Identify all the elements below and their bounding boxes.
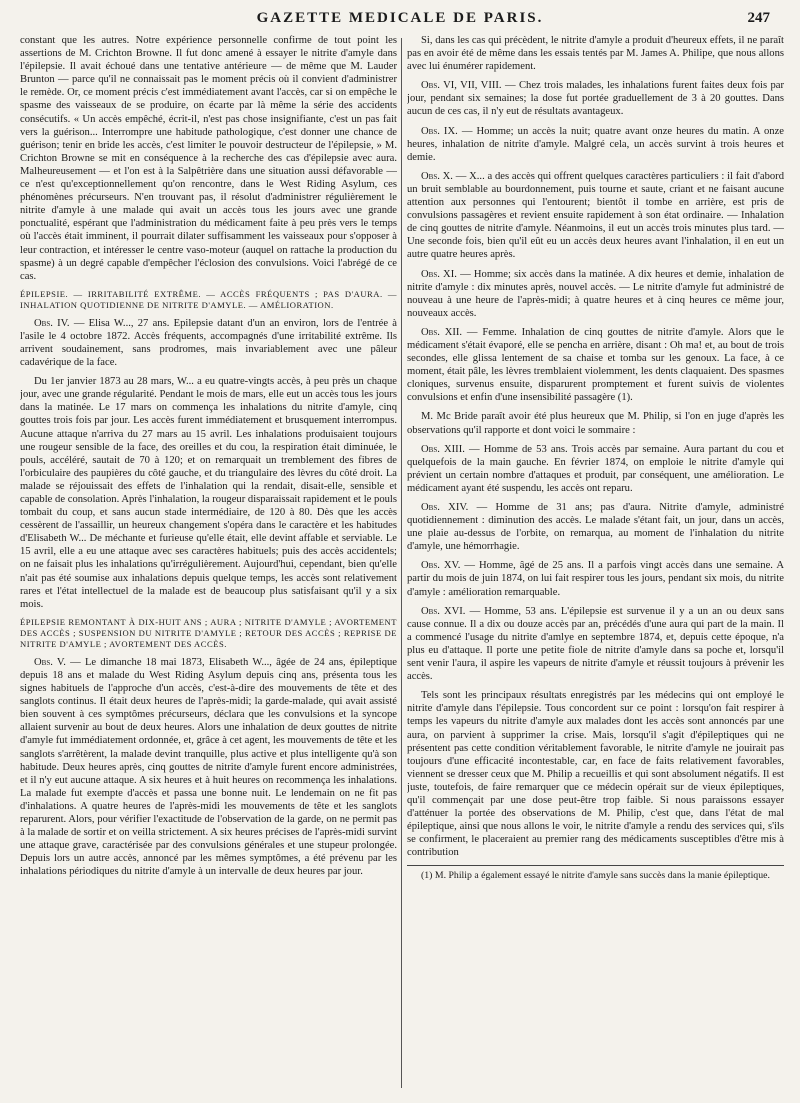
- observation-label: Obs. X.: [421, 170, 453, 182]
- observation-text: — Le dimanche 18 mai 1873, Elisabeth W..., âgée de 24 ans, épileptique depuis 18 ans et malade du West Riding Asylum depuis cinq ans, présenta tous les signes habituels de l'approche d'un accès, c'est-à-dire des mouvements de tête et des sanglots continus. Il était deux heures de l'après-midi; la garde-malade, qui avait assisté bien souvent à ces symptômes précurseurs, déclara que les convulsions et la syncope allaient survenir au bout de deux heures. Alors une inhalation de deux gouttes de nitrite d'amyle fut immédiatement ordonnée, et, grâce à cet agent, les mouvements de tête et les sanglots s'arrêtèrent, la malade devint tranquille, plus active et plus intelligente qu'à son habitude. Deux heures après, cinq gouttes de nitrite d'amyle furent encore administrées, et il n'y eut aucune attaque. A six heures et à huit heures on recommença les inhalations. La malade fut exempte d'accès et passa une bonne nuit. Le lendemain on ne fit pas d'inhalations. A quatre heures de l'après-midi les mouvements de tête et les sanglots reparurent. Alors, pour vérifier l'exactitude de l'observation de la garde, on ne permit pas à la malade de sortir et on veilla strictement. A six heures précises de l'après-midi survint une attaque grave, caractérisée par des convulsions générales et une stupeur prolongée. Depuis lors un autre accès, annoncé par les mêmes symptômes, a été prévenu par les inhalations périodiques du nitrite d'amyle à un intervalle de deux heures par jour.: [20, 656, 397, 878]
- observation-label: Obs. XII.: [421, 326, 463, 338]
- observation: [20, 656, 397, 879]
- observation: [20, 317, 397, 369]
- observation-label: Obs. IV.: [34, 317, 70, 329]
- footnote: (1) M. Philip a également essayé le nitrite d'amyle sans succès dans la manie épileptique.: [421, 870, 770, 882]
- observation: [407, 501, 784, 553]
- page-header: [0, 0, 800, 32]
- observation-label: Obs. XIII.: [421, 443, 465, 455]
- observation-label: Obs. XIV.: [421, 502, 469, 513]
- observation: [407, 170, 784, 262]
- observation-text: — Femme. Inhalation de cinq gouttes de nitrite d'amyle. Alors que le médicament s'était évaporé, elle se pencha en arrière, disant : Oh ma! et, au bout de trois secondes, elle glissa lentement de sa chaise et tomba sur les genoux. La face, à ce moment, était pâle, les lèvres tremblaient violemment, les dents claquaient. Des spasmes cloniques, survenus ensuite, disparurent promptement et furent suivis de violentes convulsions et enfin d'une insensibilité passagère (1).: [407, 326, 784, 404]
- paragraph: Du 1er janvier 1873 au 28 mars, W... a eu quatre-vingts accès, à peu près un chaque jour, avec une grande régularité. Pendant le mois de mars, elle eut un accès tous les jours dans la matinée. Le 17 mars on commença les inhalations du nitrite d'amyle, cinq gouttes trois fois par jour. Les accès furent immédiatement et brusquement interrompus. Aucune attaque n'arriva du 27 mars au 15 avril. Les inhalations produisaient toujours une rougeur sensible de la face, des oreilles et du cou, la respiration était diminuée, le pouls, accéléré, sautait de 70 à 120; et on remarquait un tremblement des fibres de l'orbiculaire des paupières du côté gauche, et du triangulaire des lèvres du côté droit. La malade se réjouissait des effets de l'inhalation qui la rendait, disait-elle, sensible et capable de consolation. Après l'inhalation, la rougeur disparaissait rapidement et le pouls tombait du coup, et sans aucun stade intermédiaire, de 120 à 80. Dès que les accès cessèrent de l'assaillir, un heureux changement s'opéra dans le caractère et les habitudes d'Elisabeth W... De méchante et furieuse qu'elle était, elle devint affable et serviable. Le 15 avril, elle a eu une attaque avec ses caractères habituels; puis des accès accidentels; on ne faisait plus les inhalations qu'irrégulièrement. Aujourd'hui, cependant, bien qu'elle n'ait pas été soumise aux inhalations depuis quelque temps, les accès sont relativement rares et l'état intellectuel de la malade est de beaucoup plus satisfaisant qu'il y a six mois.: [20, 376, 397, 610]
- observation-text: — Homme; six accès dans la matinée. A dix heures et demie, inhalation de nitrite d'amyle : dix minutes après, nouvel accès. — Le nitrite d'amyle fut administré de nouveau à une heure de l'après-midi; à quatre heures et à cinq heures ce même jour, nouveaux accès.: [407, 268, 784, 319]
- observation: [407, 605, 784, 684]
- journal-title: GAZETTE MEDICALE DE PARIS.: [256, 10, 544, 26]
- column-divider: [401, 38, 402, 1088]
- observation-label: Obs. XVI.: [421, 605, 466, 617]
- observation: [407, 268, 784, 320]
- observation: [407, 559, 784, 598]
- observation: [407, 79, 784, 118]
- case-heading: ÉPILEPSIE. — IRRITABILITÉ EXTRÊME. — ACCÈS FRÉQUENTS ; PAS D'AURA. — INHALATION QUOTIDIENNE DE NITRITE D'AMYLE. — AMÉLIORATION.: [20, 288, 397, 310]
- observation-label: Obs. VI, VII, VIII.: [421, 80, 502, 92]
- observation: [407, 125, 784, 164]
- observation-text: — Homme, 53 ans. L'épilepsie est survenue il y a un an ou deux sans cause connue. Il a dix ou douze accès par an, précédés d'une aura qui part de la main. Il a commencé l'usage du nitrite d'amlye en septembre 1874, et, depuis cette époque, n'a plus eu d'attaque. Il porte une petite fiole de nitrite d'amyle dans sa poche et, lorsqu'il sent venir l'aura, il aspire les vapeurs de nitrite d'amyle et réussit toujours à prévenir les accès.: [407, 605, 784, 683]
- footnote-rule: [407, 865, 784, 866]
- paragraph: Tels sont les principaux résultats enregistrés par les médecins qui ont employé le nitrite d'amyle dans l'épilepsie. Tous concordent sur ce point : lorsqu'on fait respirer à temps les vapeurs du nitrite d'amyle aux malades dont les accès sont annoncés par une aura, on parvient à supprimer la crise. Mais, lorsqu'il s'agit d'épileptiques qui ne présentent pas cette condition véritablement favorable, le nitrite d'amyle ne jouirait pas toujours d'une efficacité incontestable, car, en face de faits relativement favorables, viennent se dresser ceux que M. Philip a recueillis et qui sont absolument négatifs. Il est juste, toutefois, de faire remarquer que ce médecin opérait sur de vieux épileptiques, qu'il commençait par une dose peut-être trop faible. Si nous paraissons essayer d'atténuer la portée des observations de M. Philip, c'est que, dans l'état de mal épileptique, ainsi que nous allons le voir, le nitrite d'amyle a rendu des services qui, s'ils se confirment, le placeraient au premier rang des médicaments susceptibles d'être mis à contribution: [407, 690, 784, 859]
- observation-label: Obs. XV.: [421, 560, 461, 572]
- observation-text: — Homme, âgé de 25 ans. Il a parfois vingt accès dans une semaine. A partir du mois de juin 1874, on lui fait respirer tous les jours, pendant six mois, du nitrite d'amyle : amélioration remarquable.: [407, 560, 784, 598]
- page-number: 247: [747, 10, 770, 26]
- observation-text: — Homme de 31 ans; pas d'aura. Nitrite d'amyle, administré quotidiennement : diminution des accès. Le malade s'étant fait, un jour, dans un accès, une plaie au-dessus de l'orbite, on remarqua, au moment de l'inhalation du nitrite d'amyle, une hémorrhagie.: [407, 502, 784, 553]
- observation-text: — Homme de 53 ans. Trois accès par semaine. Aura partant du cou et quelquefois de la main gauche. En février 1874, on emploie le nitrite d'amyle qui prévient un certain nombre d'attaques et produit, par conséquent, une amélioration. Le médicament ayant été suspendu, les accès ont reparu.: [407, 443, 784, 494]
- paragraph: constant que les autres. Notre expérience personnelle confirme de tout point les assertions de M. Crichton Browne. Il fut donc amené à essayer le nitrite d'amyle dans l'épilepsie. Il avait échoué dans une tentative antérieure — de même que M. Lauder Brunton — parce qu'il ne connaissait pas le moment précis où il convient d'administrer le remède. Or, ce moment précis c'est immédiatement avant l'accès, car si on empêche le spasme des vaisseaux de se produire, on écarte par là même la série des accidents consécutifs. « Un accès empêché, écrit-il, n'est pas chose insignifiante, c'est un pas fait vers la guérison... Interrompre une habitude pathologique, c'est donner une chance de guérison; tenir en bride les accès, c'est limiter le pouvoir destructeur de l'épilepsie, » M. Crichton Browne se mit en conséquence à la recherche des cas d'épilepsie avec aura. Malheureusement — et l'on est à la Salpêtrière dans une situation aussi défavorable — ce n'est qu'exceptionnellement qu'on rencontre, dans le West Riding Asylum, ces phénomènes précurseurs. N'en trouvant pas, il résolut d'administrer régulièrement le nitrite d'amyle à une malade qui avait un accès tous les jours avec une grande ponctualité, espérant que l'administration du médicament faite à peu près vers le temps où l'accès était imminent, il pourrait dilater suffisamment les vaisseaux pour s'opposer à leur contraction, et intéresser le centre vaso-moteur (auquel on rattache la production du spasme) à un degré capable d'empêcher l'éclosion des convulsions. Voici l'abrégé de ce cas.: [20, 35, 397, 282]
- observation-label: Obs. IX.: [421, 125, 458, 137]
- paragraph: Si, dans les cas qui précèdent, le nitrite d'amyle a produit d'heureux effets, il ne paraît pas en avoir été de même dans les essais tentés par M. James A. Philipe, que nous allons avec lui énumérer rapidement.: [407, 35, 784, 73]
- observation-label: Obs. V.: [34, 656, 66, 668]
- observation-text: — X... a des accès qui offrent quelques caractères particuliers : il fait d'abord un bruit semblable au bourdonnement, puis tourne et saute, criant et ne faisant aucune attention aux personnes qui l'entourent; bientôt il tombe en arrière, est pris de convulsions passagères et revient ensuite rapidement à son état ordinaire. — Inhalation de cinq gouttes de nitrite d'amyle. Néanmoins, il eut un accès trois minutes plus tard. — Une seconde fois, bien qu'il eût eu un accès deux heures avant l'inhalation, il en eut un autre quatre heures après.: [407, 170, 784, 261]
- paragraph: M. Mc Bride paraît avoir été plus heureux que M. Philip, si l'on en juge d'après les observations qu'il rapporte et dont voici le sommaire :: [407, 411, 784, 436]
- observation-text: — Homme; un accès la nuit; quatre avant onze heures du matin. A onze heures, inhalation de nitrite d'amyle. Malgré cela, un accès survint à trois heures et demie.: [407, 125, 784, 163]
- left-column: [20, 34, 397, 1094]
- right-column: [407, 34, 784, 1094]
- observation-text: — Chez trois malades, les inhalations furent faites deux fois par jour, pendant six semaines; la dose fut portée graduellement de 3 à 20 gouttes. Dans aucun de ces cas, il n'y eut de résultats avantageux.: [407, 80, 784, 118]
- observation: [407, 326, 784, 405]
- case-heading: ÉPILEPSIE REMONTANT À DIX-HUIT ANS ; AURA ; NITRITE D'AMYLE ; AVORTEMENT DES ACCÈS ; SUSPENSION DU NITRITE D'AMYLE ; RETOUR DES ACCÈS ; REPRISE DE NITRITE D'AMYLE ; AVORTEMENT DES ACCÈS.: [20, 616, 397, 649]
- observation: [407, 443, 784, 495]
- observation-text: — Elisa W..., 27 ans. Epilepsie datant d'un an environ, lors de l'entrée à l'asile le 4 octobre 1872. Accès fréquents, accompagnés d'une irritabilité extrême. Ils arrivent soudainement, sans prodromes, mais invariablement avec une pâleur cadavérique de la face.: [20, 317, 397, 369]
- observation-label: Obs. XI.: [421, 268, 457, 280]
